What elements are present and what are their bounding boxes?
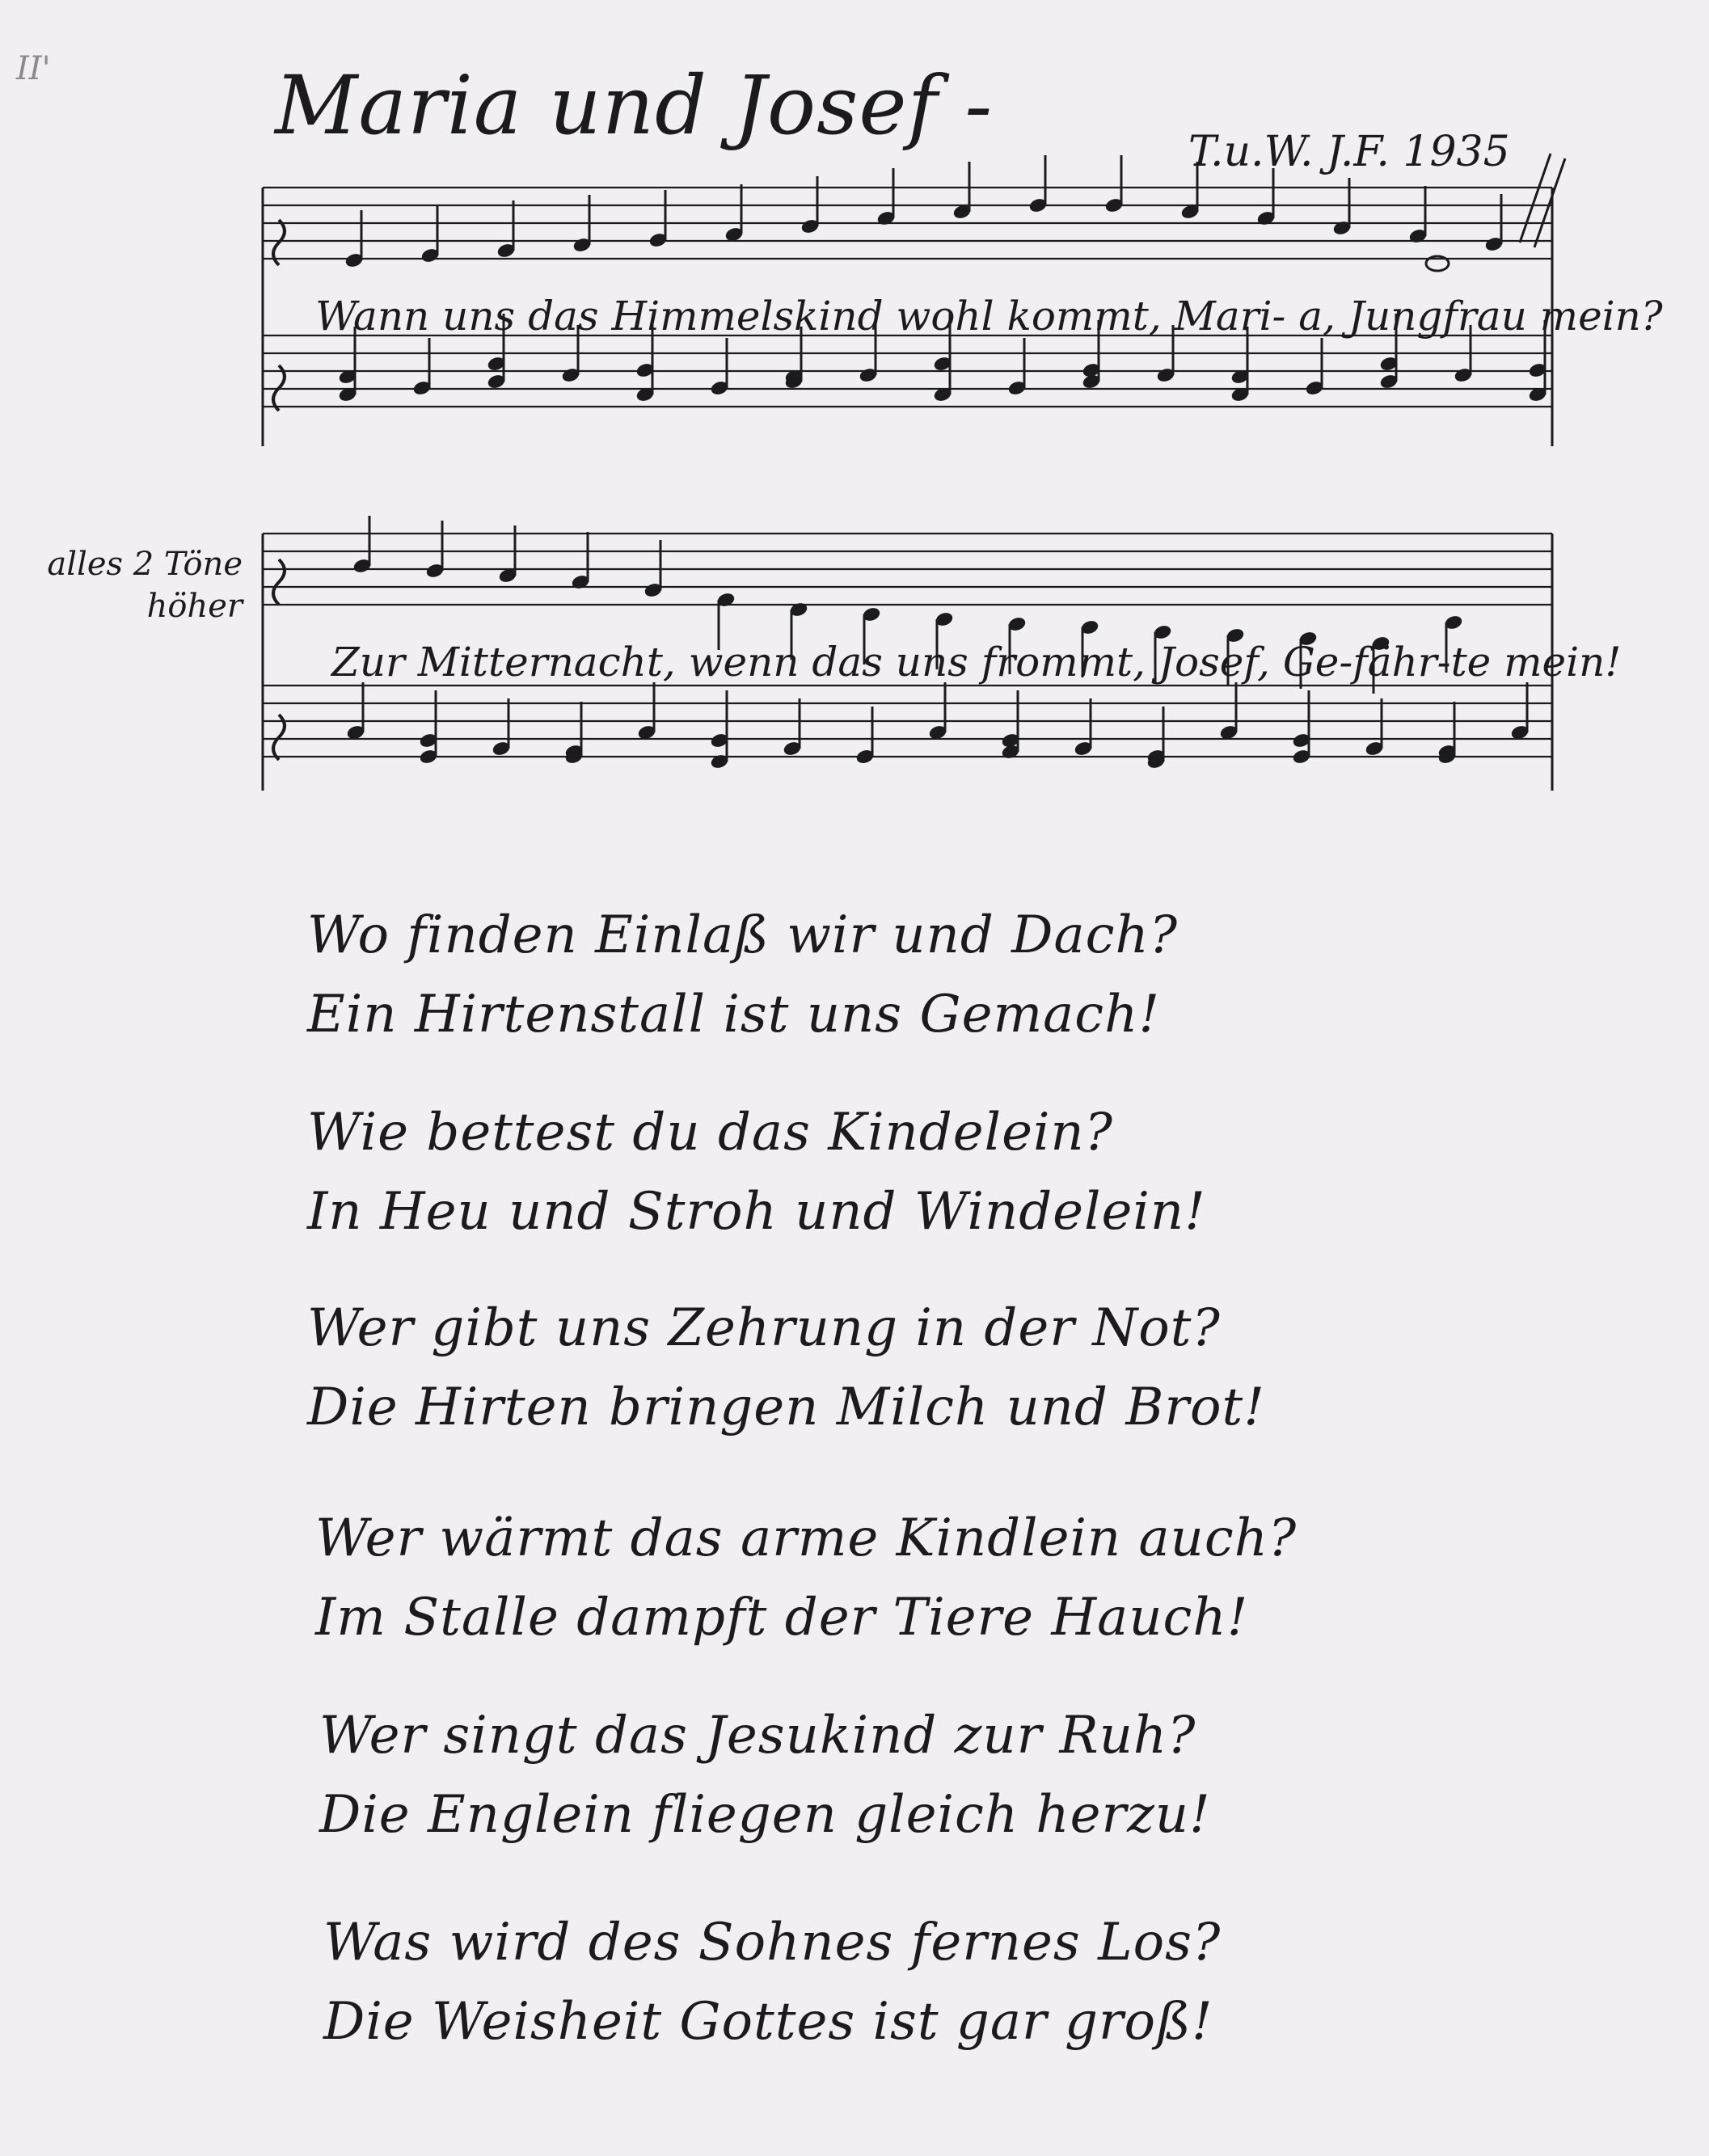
verse-6 — [323, 1903, 1374, 2061]
note — [1256, 168, 1276, 226]
verse-line: Wie bettest du das Kindelein? — [307, 1103, 1113, 1162]
note — [420, 205, 440, 264]
note — [928, 682, 947, 740]
note — [1146, 711, 1166, 770]
verse-line: Wer gibt uns Zehrung in der Not? — [307, 1298, 1221, 1358]
verse-1 — [307, 896, 1358, 1054]
note — [1180, 162, 1200, 220]
note — [1219, 682, 1238, 740]
instruction-line2: höher — [146, 588, 243, 625]
verse-2 — [307, 1093, 1358, 1251]
note — [855, 707, 875, 765]
note — [952, 162, 972, 220]
song-title: Maria und Josef - — [275, 58, 994, 153]
note — [637, 682, 656, 740]
verse-line: Die Weisheit Gottes ist gar groß! — [323, 1992, 1213, 2052]
note — [346, 682, 365, 740]
note — [724, 184, 744, 243]
lyrics-system1: Wann uns das Himmelskind wohl kommt, Mari- a, Jungfrau mein? — [315, 293, 1663, 340]
verse-line: Wo finden Einlaß wir und Dach? — [307, 905, 1178, 965]
note — [1437, 702, 1457, 760]
note — [876, 168, 896, 226]
corner-mark: II' — [16, 50, 51, 87]
note — [648, 190, 668, 248]
note — [1365, 698, 1384, 757]
note — [1332, 178, 1352, 236]
note — [1510, 682, 1530, 740]
note — [1001, 702, 1020, 760]
note — [1305, 338, 1324, 396]
verse-line: Ein Hirtenstall ist uns Gemach! — [307, 985, 1161, 1044]
note — [412, 338, 432, 396]
verse-line: Die Englein fliegen gleich herzu! — [319, 1785, 1211, 1845]
verse-line: Wer singt das Jesukind zur Ruh? — [319, 1706, 1196, 1766]
verse-line: Wer wärmt das arme Kindlein auch? — [315, 1508, 1298, 1568]
note — [344, 210, 364, 268]
verse-line: Im Stalle dampft der Tiere Hauch! — [315, 1588, 1249, 1648]
note — [496, 200, 516, 259]
credit-line: T.u.W. J.F. 1935 — [1188, 128, 1510, 176]
verse-line: In Heu und Stroh und Windelein! — [307, 1182, 1206, 1242]
note — [1104, 155, 1124, 213]
note — [492, 698, 511, 757]
verse-4 — [315, 1499, 1366, 1657]
note — [564, 702, 584, 760]
note — [1408, 186, 1428, 244]
note — [710, 338, 729, 396]
note — [1074, 698, 1093, 757]
verse-line: Die Hirten bringen Milch und Brot! — [307, 1378, 1265, 1437]
note — [425, 521, 445, 579]
verse-3 — [307, 1289, 1358, 1447]
note — [1028, 155, 1048, 213]
note — [352, 516, 372, 574]
note — [571, 532, 590, 590]
verse-line: Was wird des Sohnes fernes Los? — [323, 1913, 1222, 1972]
music-score — [0, 0, 1709, 857]
clef-mark — [273, 559, 285, 605]
instruction-line1: alles 2 Töne — [47, 546, 243, 583]
note — [1007, 338, 1027, 396]
verse-5 — [319, 1696, 1370, 1854]
lyrics-system2: Zur Mitternacht, wenn das uns frommt, Josef, Ge-fähr-te mein! — [331, 639, 1622, 686]
note — [783, 698, 802, 757]
